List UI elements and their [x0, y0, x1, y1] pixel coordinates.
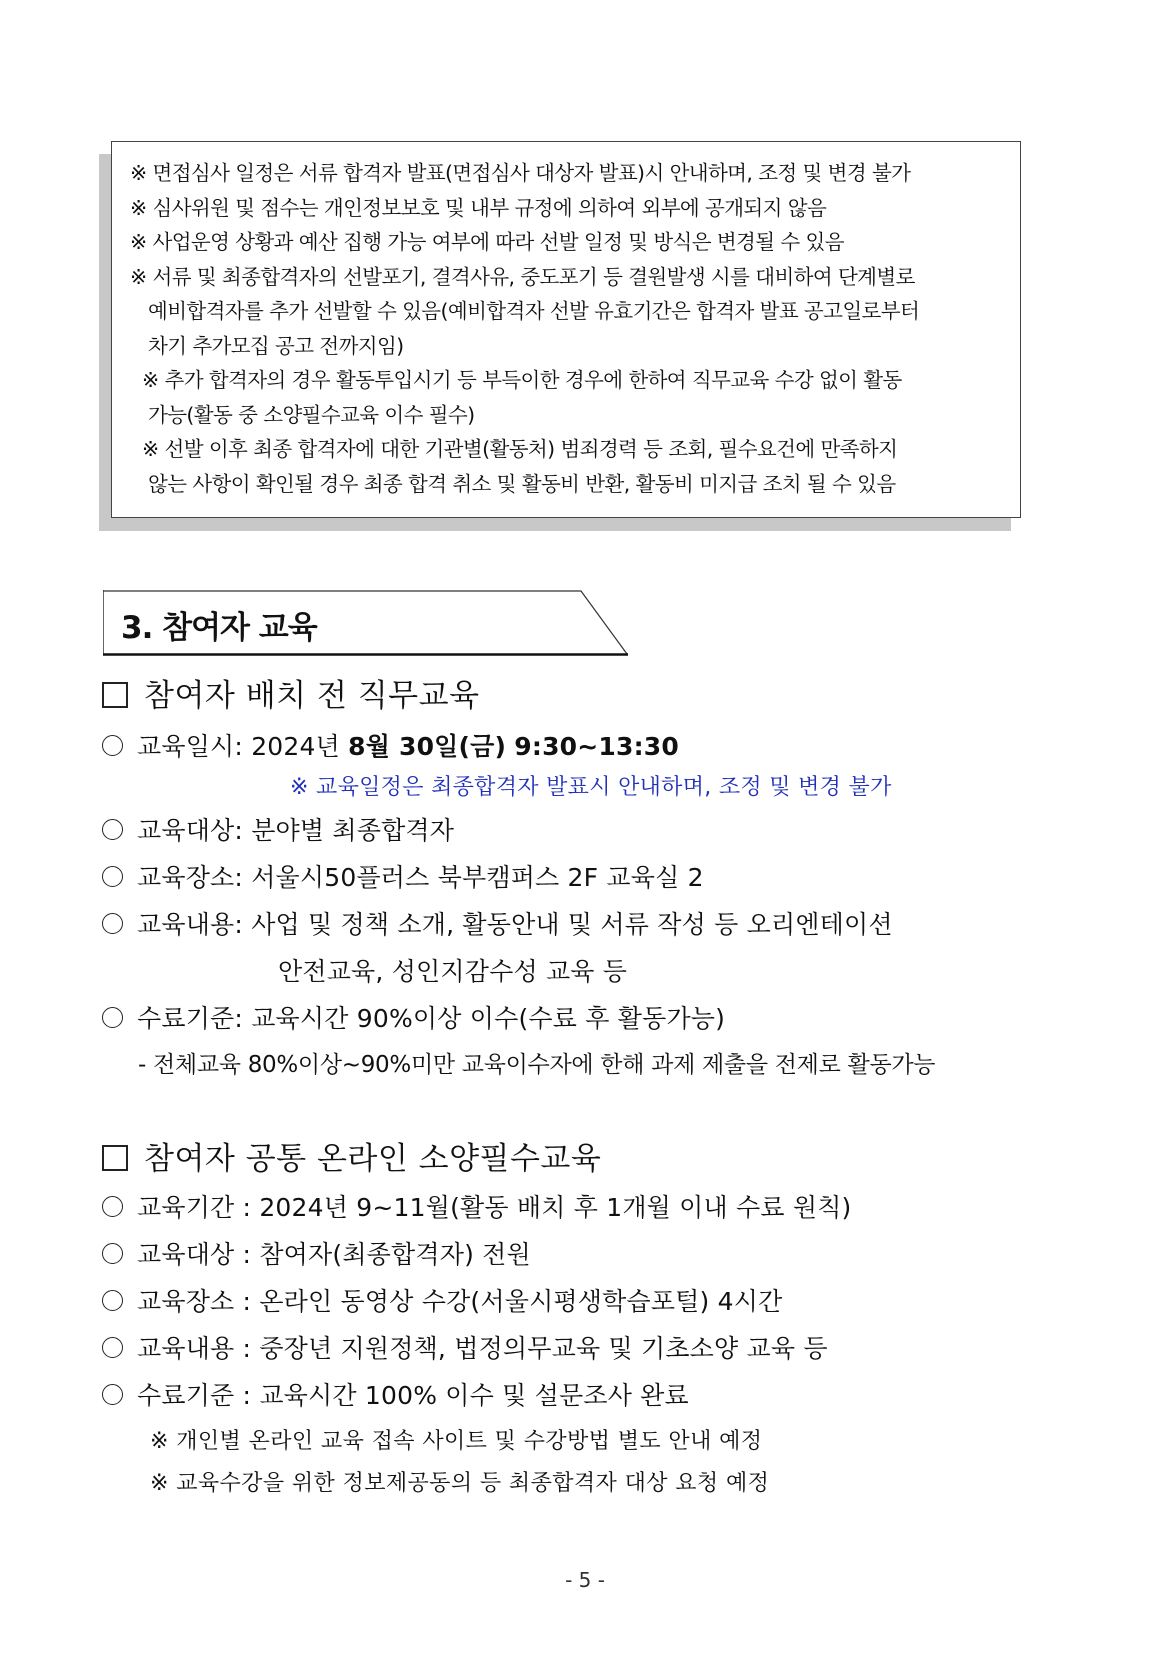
schedule-time: 9:30~13:30	[514, 732, 679, 761]
online-training-content	[102, 1329, 828, 1365]
item-value: 참여자(최종합격자) 전원	[259, 1240, 531, 1269]
online-note: ※ 교육수강을 위한 정보제공동의 등 최종합격자 대상 요청 예정	[150, 1471, 770, 1496]
circle-bullet-icon	[102, 1290, 123, 1311]
pre-training-schedule	[102, 727, 679, 763]
notice-line: ※ 선발 이후 최종 합격자에 대한 기관별(활동처) 범죄경력 등 조회, 필수요건에 만족하지	[142, 437, 898, 461]
page-number: - 5 -	[565, 1568, 605, 1592]
item-value: 2024년 9~11월(활동 배치 후 1개월 이내 수료 원칙)	[259, 1193, 852, 1222]
schedule-year: 2024년	[251, 732, 340, 761]
pre-training-heading	[102, 670, 480, 715]
item-value: 온라인 동영상 수강(서울시평생학습포털) 4시간	[259, 1287, 783, 1316]
schedule-day: (금)	[458, 732, 507, 761]
square-bullet-icon	[102, 1145, 128, 1171]
item-value: 교육시간 100% 이수 및 설문조사 완료	[259, 1381, 689, 1410]
item-label: 교육대상 :	[137, 1240, 252, 1269]
notice-line: ※ 서류 및 최종합격자의 선발포기, 결격사유, 중도포기 등 결원발생 시를 대비하여 단계별로	[130, 264, 915, 289]
item-label: 수료기준:	[137, 1004, 244, 1033]
item-value: 서울시50플러스 북부캠퍼스 2F 교육실 2	[251, 863, 704, 892]
pre-training-title: 참여자 배치 전 직무교육	[144, 678, 480, 714]
notice-line: 가능(활동 중 소양필수교육 이수 필수)	[148, 402, 475, 427]
section-header	[103, 590, 628, 656]
circle-bullet-icon	[102, 735, 123, 756]
notice-line: 않는 사항이 확인될 경우 최종 합격 취소 및 활동비 반환, 활동비 미지급 조치 될 수 있음	[148, 471, 896, 496]
pre-training-content	[102, 905, 893, 941]
circle-bullet-icon	[102, 913, 123, 934]
item-value: 중장년 지원정책, 법정의무교육 및 기초소양 교육 등	[259, 1334, 828, 1363]
notice-box	[111, 141, 1021, 518]
online-note: ※ 개인별 온라인 교육 접속 사이트 및 수강방법 별도 안내 예정	[150, 1429, 763, 1454]
item-label: 교육장소:	[137, 863, 244, 892]
notice-line: ※ 사업운영 상황과 예산 집행 가능 여부에 따라 선발 일정 및 방식은 변경될 수 있음	[130, 230, 844, 254]
notice-line: 차기 추가모집 공고 전까지임)	[148, 333, 404, 358]
item-value: 분야별 최종합격자	[251, 816, 455, 845]
item-label: 교육장소 :	[137, 1287, 252, 1316]
circle-bullet-icon	[102, 866, 123, 887]
pre-training-place	[102, 858, 704, 894]
item-value: 교육시간 90%이상 이수(수료 후 활동가능)	[251, 1004, 726, 1033]
notice-line: ※ 면접심사 일정은 서류 합격자 발표(면접심사 대상자 발표)시 안내하며, 조정 및 변경 불가	[130, 161, 911, 185]
pre-training-target	[102, 811, 454, 847]
online-training-title: 참여자 공통 온라인 소양필수교육	[144, 1141, 602, 1177]
notice-line: 예비합격자를 추가 선발할 수 있음(예비합격자 선발 유효기간은 합격자 발표 공고일로부터	[148, 299, 920, 323]
item-label: 수료기준 :	[137, 1381, 252, 1410]
online-training-completion	[102, 1376, 689, 1412]
item-label: 교육내용 :	[137, 1334, 252, 1363]
pre-training-completion	[102, 999, 725, 1035]
circle-bullet-icon	[102, 1007, 123, 1028]
notice-line: ※ 추가 합격자의 경우 활동투입시기 등 부득이한 경우에 한하여 직무교육 수강 없이 활동	[142, 368, 902, 392]
circle-bullet-icon	[102, 1337, 123, 1358]
pre-training-content-cont: 안전교육, 성인지감수성 교육 등	[278, 957, 628, 986]
item-label: 교육기간 :	[137, 1193, 252, 1222]
online-training-period	[102, 1188, 852, 1224]
item-label: 교육일시:	[137, 732, 244, 761]
notice-line: ※ 심사위원 및 점수는 개인정보보호 및 내부 규정에 의하여 외부에 공개되지 않음	[130, 195, 827, 220]
schedule-note: ※ 교육일정은 최종합격자 발표시 안내하며, 조정 및 변경 불가	[290, 775, 892, 800]
completion-sub-note: - 전체교육 80%이상~90%미만 교육이수자에 한해 과제 제출을 전제로 활동가능	[138, 1052, 936, 1078]
online-training-target	[102, 1235, 531, 1271]
item-label: 교육대상:	[137, 816, 244, 845]
schedule-date: 8월 30일	[348, 732, 459, 761]
circle-bullet-icon	[102, 1384, 123, 1405]
online-training-place	[102, 1282, 782, 1318]
circle-bullet-icon	[102, 1196, 123, 1217]
online-training-heading	[102, 1133, 601, 1178]
circle-bullet-icon	[102, 1243, 123, 1264]
item-label: 교육내용:	[137, 910, 244, 939]
square-bullet-icon	[102, 682, 128, 708]
item-value: 사업 및 정책 소개, 활동안내 및 서류 작성 등 오리엔테이션	[251, 910, 893, 939]
circle-bullet-icon	[102, 819, 123, 840]
section-title: 3. 참여자 교육	[121, 610, 317, 646]
